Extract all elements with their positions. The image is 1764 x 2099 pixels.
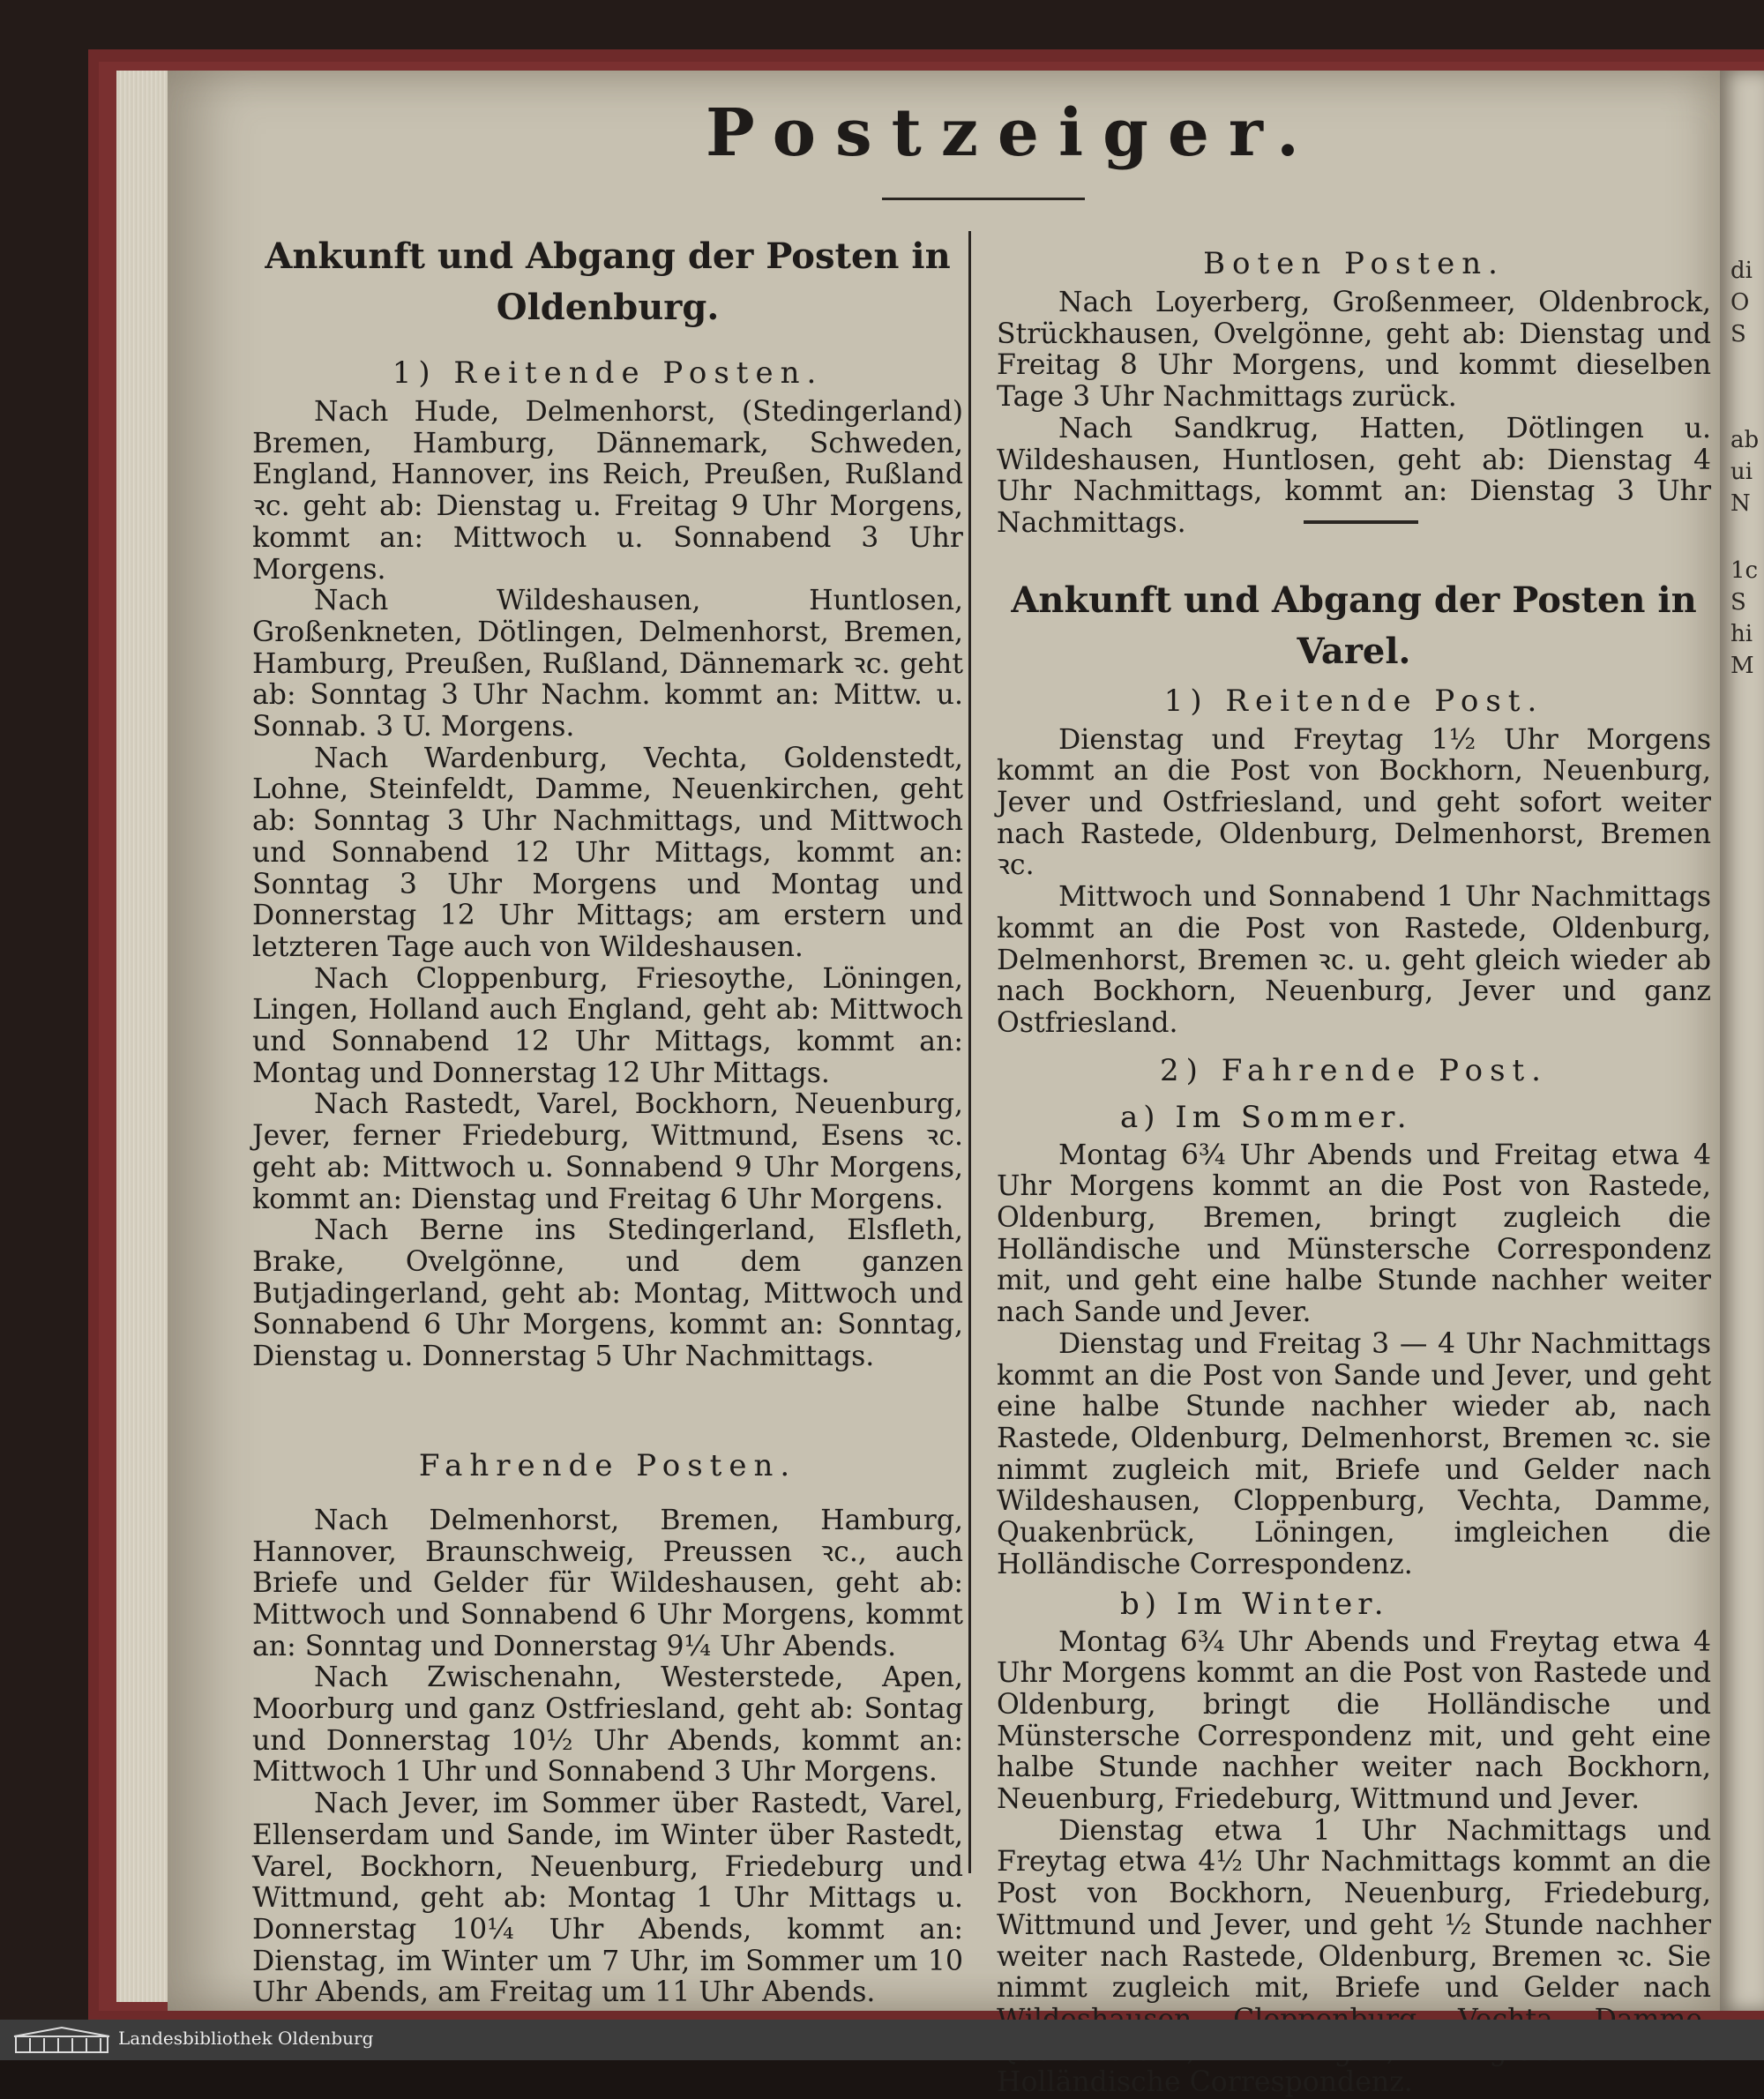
next-page-fragment: N — [1730, 490, 1751, 517]
fahrende-post-title: 2) Fahrende Post. — [1159, 1052, 1548, 1088]
paragraph: Nach Sandkrug, Hatten, Dötlingen u. Wildeshausen, Huntlosen, geht ab: Dienstag 4 Uhr Nachmittags, kommt an: Dienstag 3 Uhr Nachmittags. — [997, 412, 1711, 539]
next-page-fragment: S — [1730, 321, 1746, 347]
column-divider — [968, 231, 971, 1873]
paragraph: Mittwoch und Sonnabend 1 Uhr Nachmittags kommt an die Post von Rastede, Oldenburg, Delmenhorst, Bremen ꝛc. u. geht gleich wieder ab nach Bockhorn, Neuenburg, Jever und ganz Ostfriesland. — [997, 881, 1711, 1039]
paragraph: Montag 6¾ Uhr Abends und Freitag etwa 4 Uhr Morgens kommt an die Post von Rastede, Oldenburg, Bremen, bringt zugleich die Holländische und Münstersche Correspondenz mit, und geht eine halbe Stunde nachher weiter nach Sande und Jever. — [997, 1139, 1711, 1329]
next-page-fragment: di — [1730, 258, 1753, 284]
paragraph: Nach Berne ins Stedingerland, Elsfleth, Brake, Ovelgönne, und dem ganzen Butjadingerland, geht ab: Montag, Mittwoch und Sonnabend 6 Uhr Morgens, kommt an: Sonntag, Dienstag u. Donnerstag 5 Uhr Nachmittags. — [252, 1214, 963, 1373]
next-page-fragment: M — [1730, 653, 1754, 679]
reitende-posten-title: 1) Reitende Posten. — [392, 355, 824, 391]
right-column — [997, 240, 1711, 2099]
next-page-fragment: ui — [1730, 459, 1753, 485]
next-page-fragment: S — [1730, 589, 1746, 616]
next-page-fragment: hi — [1730, 621, 1753, 647]
paragraph: Dienstag und Freytag 1½ Uhr Morgens kommt an die Post von Bockhorn, Neuenburg, Jever und Ostfriesland, und geht sofort weiter nach Rastede, Oldenburg, Delmenhorst, Bremen ꝛc. — [997, 723, 1711, 882]
boten-posten-title: Boten Posten. — [1203, 246, 1505, 281]
winter-title: b) Im Winter. — [1120, 1586, 1389, 1622]
paragraph: Nach Hude, Delmenhorst, (Stedingerland) Bremen, Hamburg, Dännemark, Schweden, England, Hannover, ins Reich, Preußen, Rußland ꝛc. geht ab: Dienstag u. Freitag 9 Uhr Morgens, kommt an: Mittwoch u. Sonnabend 3 Uhr Morgens. — [252, 396, 963, 586]
next-page-fragment: ab — [1730, 427, 1760, 453]
paragraph: Nach Cloppenburg, Friesoythe, Löningen, Lingen, Holland auch England, geht ab: Mittwoch und Sonnabend 12 Uhr Mittags, kommt an: Montag und Donnerstag 12 Uhr Mittags. — [252, 962, 963, 1089]
paragraph: Nach Wardenburg, Vechta, Goldenstedt, Lohne, Steinfeldt, Damme, Neuenkirchen, geht ab: Sonntag 3 Uhr Nachmittags, und Mittwoch und Sonnabend 12 Uhr Mittags, kommt an: Sonntag 3 Uhr Morgens und Montag und Donnerstag 12 Uhr Mittags; am erstern und letzteren Tage auch von Wildeshausen. — [252, 742, 963, 963]
oldenburg-heading: Ankunft und Abgang der Posten in Oldenburg. — [265, 235, 951, 328]
paragraph: Nach Wildeshausen, Huntlosen, Großenkneten, Dötlingen, Delmenhorst, Bremen, Hamburg, Preußen, Rußland, Dännemark ꝛc. geht ab: Sonntag 3 Uhr Nachm. kommt an: Mittw. u. Sonnab. 3 U. Morgens. — [252, 585, 963, 743]
sommer-title: a) Im Sommer. — [1120, 1099, 1412, 1135]
paragraph: Montag 6¾ Uhr Abends und Freytag etwa 4 Uhr Morgens kommt an die Post von Rastede und Oldenburg, bringt die Holländische und Münstersche Correspondenz mit, und geht eine halbe Stunde nachher weiter nach Bockhorn, Neuenburg, Friedeburg, Wittmund und Jever. — [997, 1625, 1711, 1816]
left-column — [252, 231, 963, 2009]
library-name: Landesbibliothek Oldenburg — [118, 2028, 374, 2049]
paragraph: Dienstag und Freitag 3 — 4 Uhr Nachmittags kommt an die Post von Sande und Jever, und geht eine halbe Stunde nachher wieder ab, nach Rastede, Oldenburg, Delmenhorst, Bremen ꝛc. sie nimmt zugleich mit, Briefe und Gelder nach Wildeshausen, Cloppenburg, Vechta, Damme, Quakenbrück, Löningen, imgleichen die Holländische Correspondenz. — [997, 1327, 1711, 1580]
next-page-fragment: O — [1730, 289, 1750, 316]
paragraph: Nach Zwischenahn, Westerstede, Apen, Moorburg und ganz Ostfriesland, geht ab: Sontag und Donnerstag 10½ Uhr Abends, kommt an: Mittwoch 1 Uhr und Sonnabend 3 Uhr Morgens. — [252, 1662, 963, 1789]
paragraph: Nach Delmenhorst, Bremen, Hamburg, Hannover, Braunschweig, Preussen ꝛc., auch Briefe und Gelder für Wildeshausen, geht ab: Mittwoch und Sonnabend 6 Uhr Morgens, kommt an: Sonntag und Donnerstag 9¼ Uhr Abends. — [252, 1504, 963, 1662]
paragraph: Nach Jever, im Sommer über Rastedt, Varel, Ellenserdam und Sande, im Winter über Rastedt, Varel, Bockhorn, Neuenburg, Friedeburg und Wittmund, geht ab: Montag 1 Uhr Mittags u. Donnerstag 10¼ Uhr Abends, kommt an: Dienstag, im Winter um 7 Uhr, im Sommer um 10 Uhr Abends, am Freitag um 11 Uhr Abends. — [252, 1788, 963, 2009]
title-divider — [882, 198, 1085, 200]
library-footer — [0, 2020, 1764, 2060]
library-building-icon — [12, 2026, 111, 2054]
next-page-edge — [1720, 71, 1764, 2011]
next-page-fragment: 1c — [1730, 557, 1759, 584]
varel-heading: Ankunft und Abgang der Posten in Varel. — [1011, 579, 1697, 672]
paragraph: Nach Rastedt, Varel, Bockhorn, Neuenburg, Jever, ferner Friedeburg, Wittmund, Esens ꝛc. geht ab: Mittwoch u. Sonnabend 9 Uhr Morgens, kommt an: Dienstag und Freitag 6 Uhr Morgens. — [252, 1088, 963, 1215]
paragraph: Dienstag etwa 1 Uhr Nachmittags und Freytag etwa 4½ Uhr Nachmittags kommt an die Post von Bockhorn, Neuenburg, Friedeburg, Wittmund und Jever, und geht ½ Stunde nachher weiter nach Rastede, Oldenburg, Bremen ꝛc. Sie nimmt zugleich mit, Briefe und Gelder nach Holländische Correspondenz. — [997, 1814, 1711, 2099]
fahrende-posten-title: Fahrende Posten. — [418, 1447, 797, 1483]
reitende-post-title: 1) Reitende Post. — [1163, 683, 1544, 719]
page-title: Postzeiger. — [706, 95, 1319, 171]
paragraph: Nach Loyerberg, Großenmeer, Oldenbrock, Strückhausen, Ovelgönne, geht ab: Dienstag und Freitag 8 Uhr Morgens, und kommt dieselben Tage 3 Uhr Nachmittags zurück. — [997, 287, 1711, 414]
